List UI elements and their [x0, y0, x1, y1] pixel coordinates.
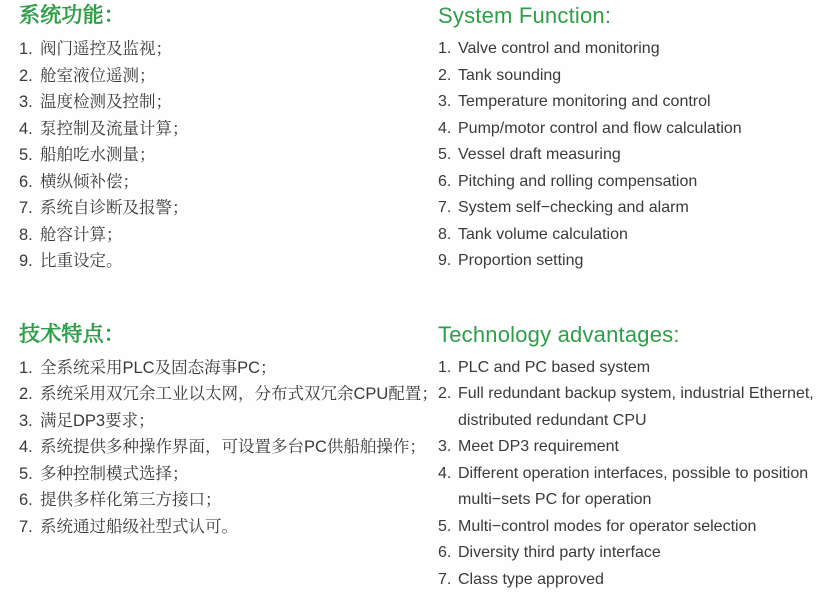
list-item [438, 63, 826, 90]
list-item [19, 408, 431, 435]
item-number: 7. [19, 195, 40, 222]
left-column-chinese [19, 2, 431, 540]
list-item [19, 514, 431, 541]
list-item [438, 116, 826, 143]
item-number: 1. [19, 36, 40, 63]
item-number: 3. [19, 408, 40, 435]
item-text: Meet DP3 requirement [458, 434, 826, 461]
tech-features-list-zh [19, 355, 431, 541]
item-number: 7. [438, 567, 458, 593]
list-item [19, 461, 431, 488]
item-number: 1. [19, 355, 40, 382]
list-item [438, 381, 826, 434]
list-item [438, 89, 826, 116]
item-number: 4. [438, 461, 458, 488]
item-text: 系统提供多种操作界面，可设置多台PC供船舶操作； [40, 434, 431, 461]
list-item [438, 540, 826, 567]
item-text: 多种控制模式选择； [40, 461, 431, 488]
item-text: 温度检测及控制； [40, 89, 431, 116]
item-text: Vessel draft measuring [458, 142, 826, 169]
item-number: 3. [19, 89, 40, 116]
item-number: 6. [19, 169, 40, 196]
item-number: 5. [19, 461, 40, 488]
item-number: 4. [19, 434, 40, 461]
item-number: 2. [19, 63, 40, 90]
item-number: 8. [19, 222, 40, 249]
item-text: 船舶吃水测量； [40, 142, 431, 169]
right-column-english [438, 2, 826, 593]
item-number: 9. [19, 248, 40, 275]
list-item [19, 487, 431, 514]
item-text: Diversity third party interface [458, 540, 826, 567]
item-number: 2. [19, 381, 40, 408]
list-item [19, 169, 431, 196]
section-heading: 技术特点： [19, 321, 431, 349]
item-number: 8. [438, 222, 458, 249]
item-text: 泵控制及流量计算； [40, 116, 431, 143]
list-item [438, 355, 826, 382]
item-number: 7. [19, 514, 40, 541]
item-text: 系统采用双冗余工业以太网，分布式双冗余CPU配置； [40, 381, 431, 408]
item-text: 舱容计算； [40, 222, 431, 249]
item-text: Pitching and rolling compensation [458, 169, 826, 196]
item-text: Class type approved [458, 567, 826, 593]
list-item [19, 222, 431, 249]
list-item [19, 89, 431, 116]
item-text: 横纵倾补偿； [40, 169, 431, 196]
item-number: 7. [438, 195, 458, 222]
section-heading: Technology advantages: [438, 321, 826, 349]
section-system-function-zh [19, 2, 431, 275]
item-text: Tank sounding [458, 63, 826, 90]
item-number: 5. [438, 514, 458, 541]
item-text: 比重设定。 [40, 248, 431, 275]
item-text: 提供多样化第三方接口； [40, 487, 431, 514]
list-item [438, 36, 826, 63]
item-text: 系统通过船级社型式认可。 [40, 514, 431, 541]
list-item [438, 222, 826, 249]
list-item [19, 248, 431, 275]
item-number: 4. [19, 116, 40, 143]
system-function-list-en [438, 36, 826, 275]
list-item [438, 434, 826, 461]
item-text: Different operation interfaces, possible to position multi−sets PC for operation [458, 461, 826, 514]
list-item [438, 248, 826, 275]
list-item [19, 195, 431, 222]
item-text: PLC and PC based system [458, 355, 826, 382]
item-number: 4. [438, 116, 458, 143]
item-number: 1. [438, 36, 458, 63]
item-text: 阀门遥控及监视； [40, 36, 431, 63]
list-item [438, 567, 826, 593]
item-text: Proportion setting [458, 248, 826, 275]
item-number: 9. [438, 248, 458, 275]
item-number: 2. [438, 381, 458, 408]
list-item [19, 116, 431, 143]
list-item [438, 142, 826, 169]
list-item [19, 142, 431, 169]
list-item [438, 195, 826, 222]
section-tech-features-zh [19, 321, 431, 541]
item-number: 6. [438, 169, 458, 196]
list-item [438, 169, 826, 196]
list-item [438, 461, 826, 514]
item-text: Temperature monitoring and control [458, 89, 826, 116]
list-item [19, 355, 431, 382]
item-text: Multi−control modes for operator selection [458, 514, 826, 541]
list-item [19, 63, 431, 90]
item-number: 5. [19, 142, 40, 169]
item-text: System self−checking and alarm [458, 195, 826, 222]
item-text: Tank volume calculation [458, 222, 826, 249]
item-number: 3. [438, 89, 458, 116]
section-heading: 系统功能： [19, 2, 431, 30]
section-system-function-en [438, 2, 826, 275]
item-text: 满足DP3要求； [40, 408, 431, 435]
item-number: 5. [438, 142, 458, 169]
list-item [19, 434, 431, 461]
item-text: 系统自诊断及报警； [40, 195, 431, 222]
item-text: 全系统采用PLC及固态海事PC； [40, 355, 431, 382]
item-text: 舱室液位遥测； [40, 63, 431, 90]
list-item [19, 381, 431, 408]
item-text: Full redundant backup system, industrial Ethernet, distributed redundant CPU [458, 381, 826, 434]
item-number: 6. [438, 540, 458, 567]
tech-advantages-list-en [438, 355, 826, 593]
item-text: Pump/motor control and flow calculation [458, 116, 826, 143]
item-number: 6. [19, 487, 40, 514]
list-item [19, 36, 431, 63]
item-number: 3. [438, 434, 458, 461]
section-heading: System Function: [438, 2, 826, 30]
item-number: 1. [438, 355, 458, 382]
system-function-list-zh [19, 36, 431, 275]
item-text: Valve control and monitoring [458, 36, 826, 63]
item-number: 2. [438, 63, 458, 90]
list-item [438, 514, 826, 541]
section-tech-advantages-en [438, 321, 826, 593]
